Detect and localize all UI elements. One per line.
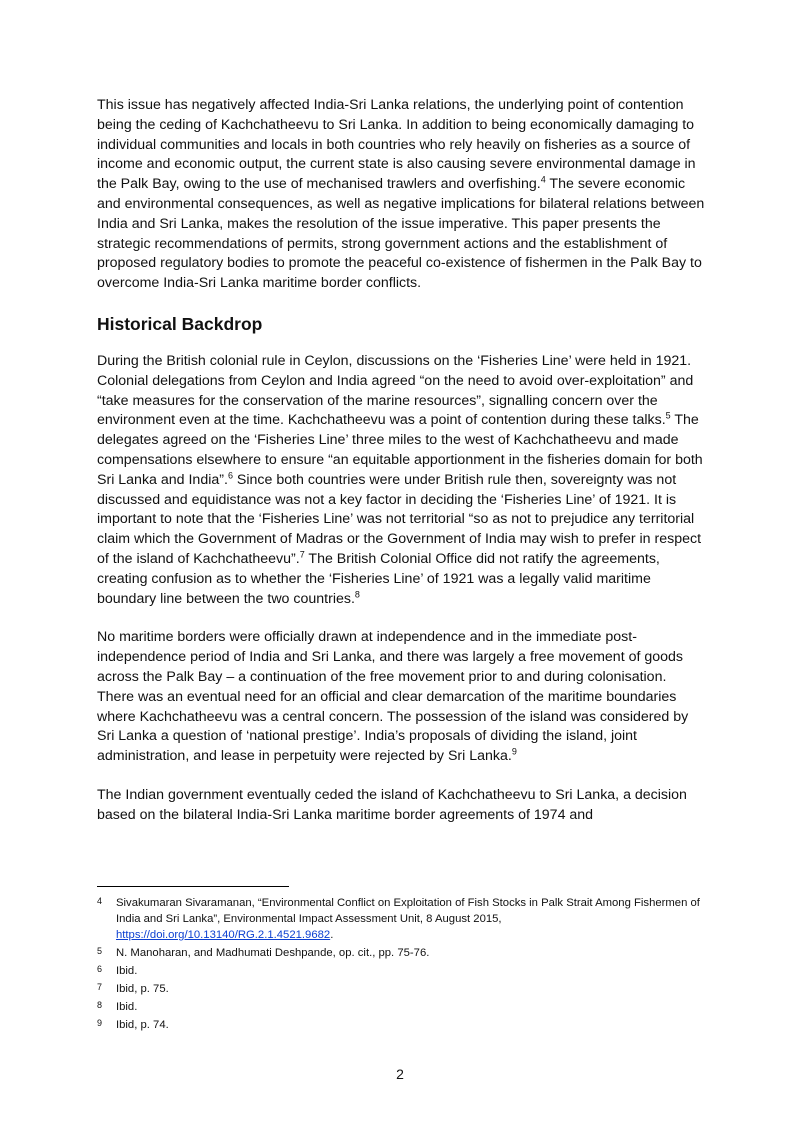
text-run: The delegates agreed on the ‘Fisheries Line’ three miles to the west of Kachchatheevu and made compensations elsewhere to ensure “an equitable apportionment in the fisheries domain for both Sri Lanka and India”. — [97, 412, 703, 488]
intro-paragraph — [97, 96, 707, 294]
footnote — [97, 895, 707, 943]
text-run: Since both countries were under British rule then, sovereignty was not discussed and equidistance was not a key factor in deciding the ‘Fisheries Line’ of 1921. It is important to note that the ‘Fisheries Line’ was not territorial “so as not to prejudice any territorial claim which the Government of Madras or the Government of India may wish to prefer in respect of the island of Kachchatheevu”. — [97, 471, 702, 567]
footnote-number: 4 — [97, 896, 103, 906]
text-run: No maritime borders were officially drawn at independence and in the immediate post-independence period of India and Sri Lanka, and there was largely a free movement of goods across the Palk Bay – a continuation of the free movement prior to and during colonisation. There was an eventual need for an official and clear demarcation of the maritime boundaries where Kachchatheevu was a central concern. The possession of the island was considered by Sri Lanka a question of ‘national prestige’. India’s proposals of dividing the island, joint administration, and lease in perpetuity were rejected by Sri Lanka. — [97, 629, 689, 765]
text-run: The severe economic and environmental consequences, as well as negative implications for bilateral relations between India and Sri Lanka, makes the resolution of the issue imperative. This paper presents the strategic recommendations of permits, strong government actions and the establishment of proposed regulatory bodies to promote the peaceful co-existence of fishermen in the Palk Bay to overcome India-Sri Lanka maritime border conflicts. — [97, 176, 705, 292]
footnote-ref[interactable]: 7 — [299, 549, 305, 560]
footnote-number: 5 — [97, 946, 103, 956]
footnote-number: 6 — [97, 964, 103, 974]
footnote-number: 9 — [97, 1018, 103, 1028]
paragraph-fisheries-line — [97, 352, 707, 609]
text-run: The British Colonial Office did not ratify the agreements, creating confusion as to whether the ‘Fisheries Line’ of 1921 was a legally valid maritime boundary line between the two countries. — [97, 550, 660, 607]
footnote-number: 7 — [97, 982, 103, 992]
page-number: 2 — [396, 1066, 404, 1082]
footnote-ref[interactable]: 6 — [227, 470, 233, 481]
footnote-separator — [97, 886, 289, 887]
paragraph-ceding — [97, 786, 707, 826]
footnote-number: 8 — [97, 1000, 103, 1010]
text-run: During the British colonial rule in Ceylon, discussions on the ‘Fisheries Line’ were held in 1921. Colonial delegations from Ceylon and India agreed “on the need to avoid over-exploitation” and “take measures for the conservation of the marine resources”, signalling concern over the environment even at the time. Kachchatheevu was a point of contention during these talks. — [97, 352, 694, 429]
paragraph-independence — [97, 628, 707, 767]
text-run: The Indian government eventually ceded the island of Kachchatheevu to Sri Lanka, a decision based on the bilateral India-Sri Lanka maritime border agreements of 1974 and — [97, 786, 687, 823]
footnote — [97, 1017, 707, 1033]
footnote — [97, 999, 707, 1015]
footnote-text: Ibid. — [116, 1001, 138, 1013]
footnote-text: Ibid, p. 75. — [116, 983, 169, 995]
footnote — [97, 963, 707, 979]
footnote-ref[interactable]: 8 — [354, 588, 360, 599]
footnote-ref[interactable]: 9 — [511, 746, 517, 757]
footnotes — [97, 895, 707, 1035]
footnote-text: N. Manoharan, and Madhumati Deshpande, op. cit., pp. 75-76. — [116, 947, 430, 959]
footnote-ref[interactable]: 4 — [540, 174, 546, 185]
page-body — [97, 96, 707, 845]
doi-link[interactable]: https://doi.org/10.13140/RG.2.1.4521.9682 — [116, 929, 331, 941]
section-heading: Historical Backdrop — [97, 313, 263, 334]
footnote — [97, 945, 707, 961]
footnote-punct: . — [330, 929, 334, 941]
text-run: This issue has negatively affected India-Sri Lanka relations, the underlying point of contention being the ceding of Kachchatheevu to Sri Lanka. In addition to being economically damaging to individual communities and locals in both countries who rely heavily on fisheries as a source of income and economic output, the current state is also causing severe environmental damage in the Palk Bay, owing to the use of mechanised trawlers and overfishing. — [97, 97, 696, 193]
footnote-ref[interactable]: 5 — [665, 410, 671, 421]
footnote-text: Ibid, p. 74. — [116, 1019, 169, 1031]
footnote-text — [116, 895, 707, 943]
footnote-text: Ibid. — [116, 965, 138, 977]
footnote — [97, 981, 707, 997]
footnote-citation: Sivakumaran Sivaramanan, “Environmental Conflict on Exploitation of Fish Stocks in Palk Strait Among Fishermen of India and Sri Lanka”, Environmental Impact Assessment Unit, 8 August 2015, — [116, 897, 700, 925]
